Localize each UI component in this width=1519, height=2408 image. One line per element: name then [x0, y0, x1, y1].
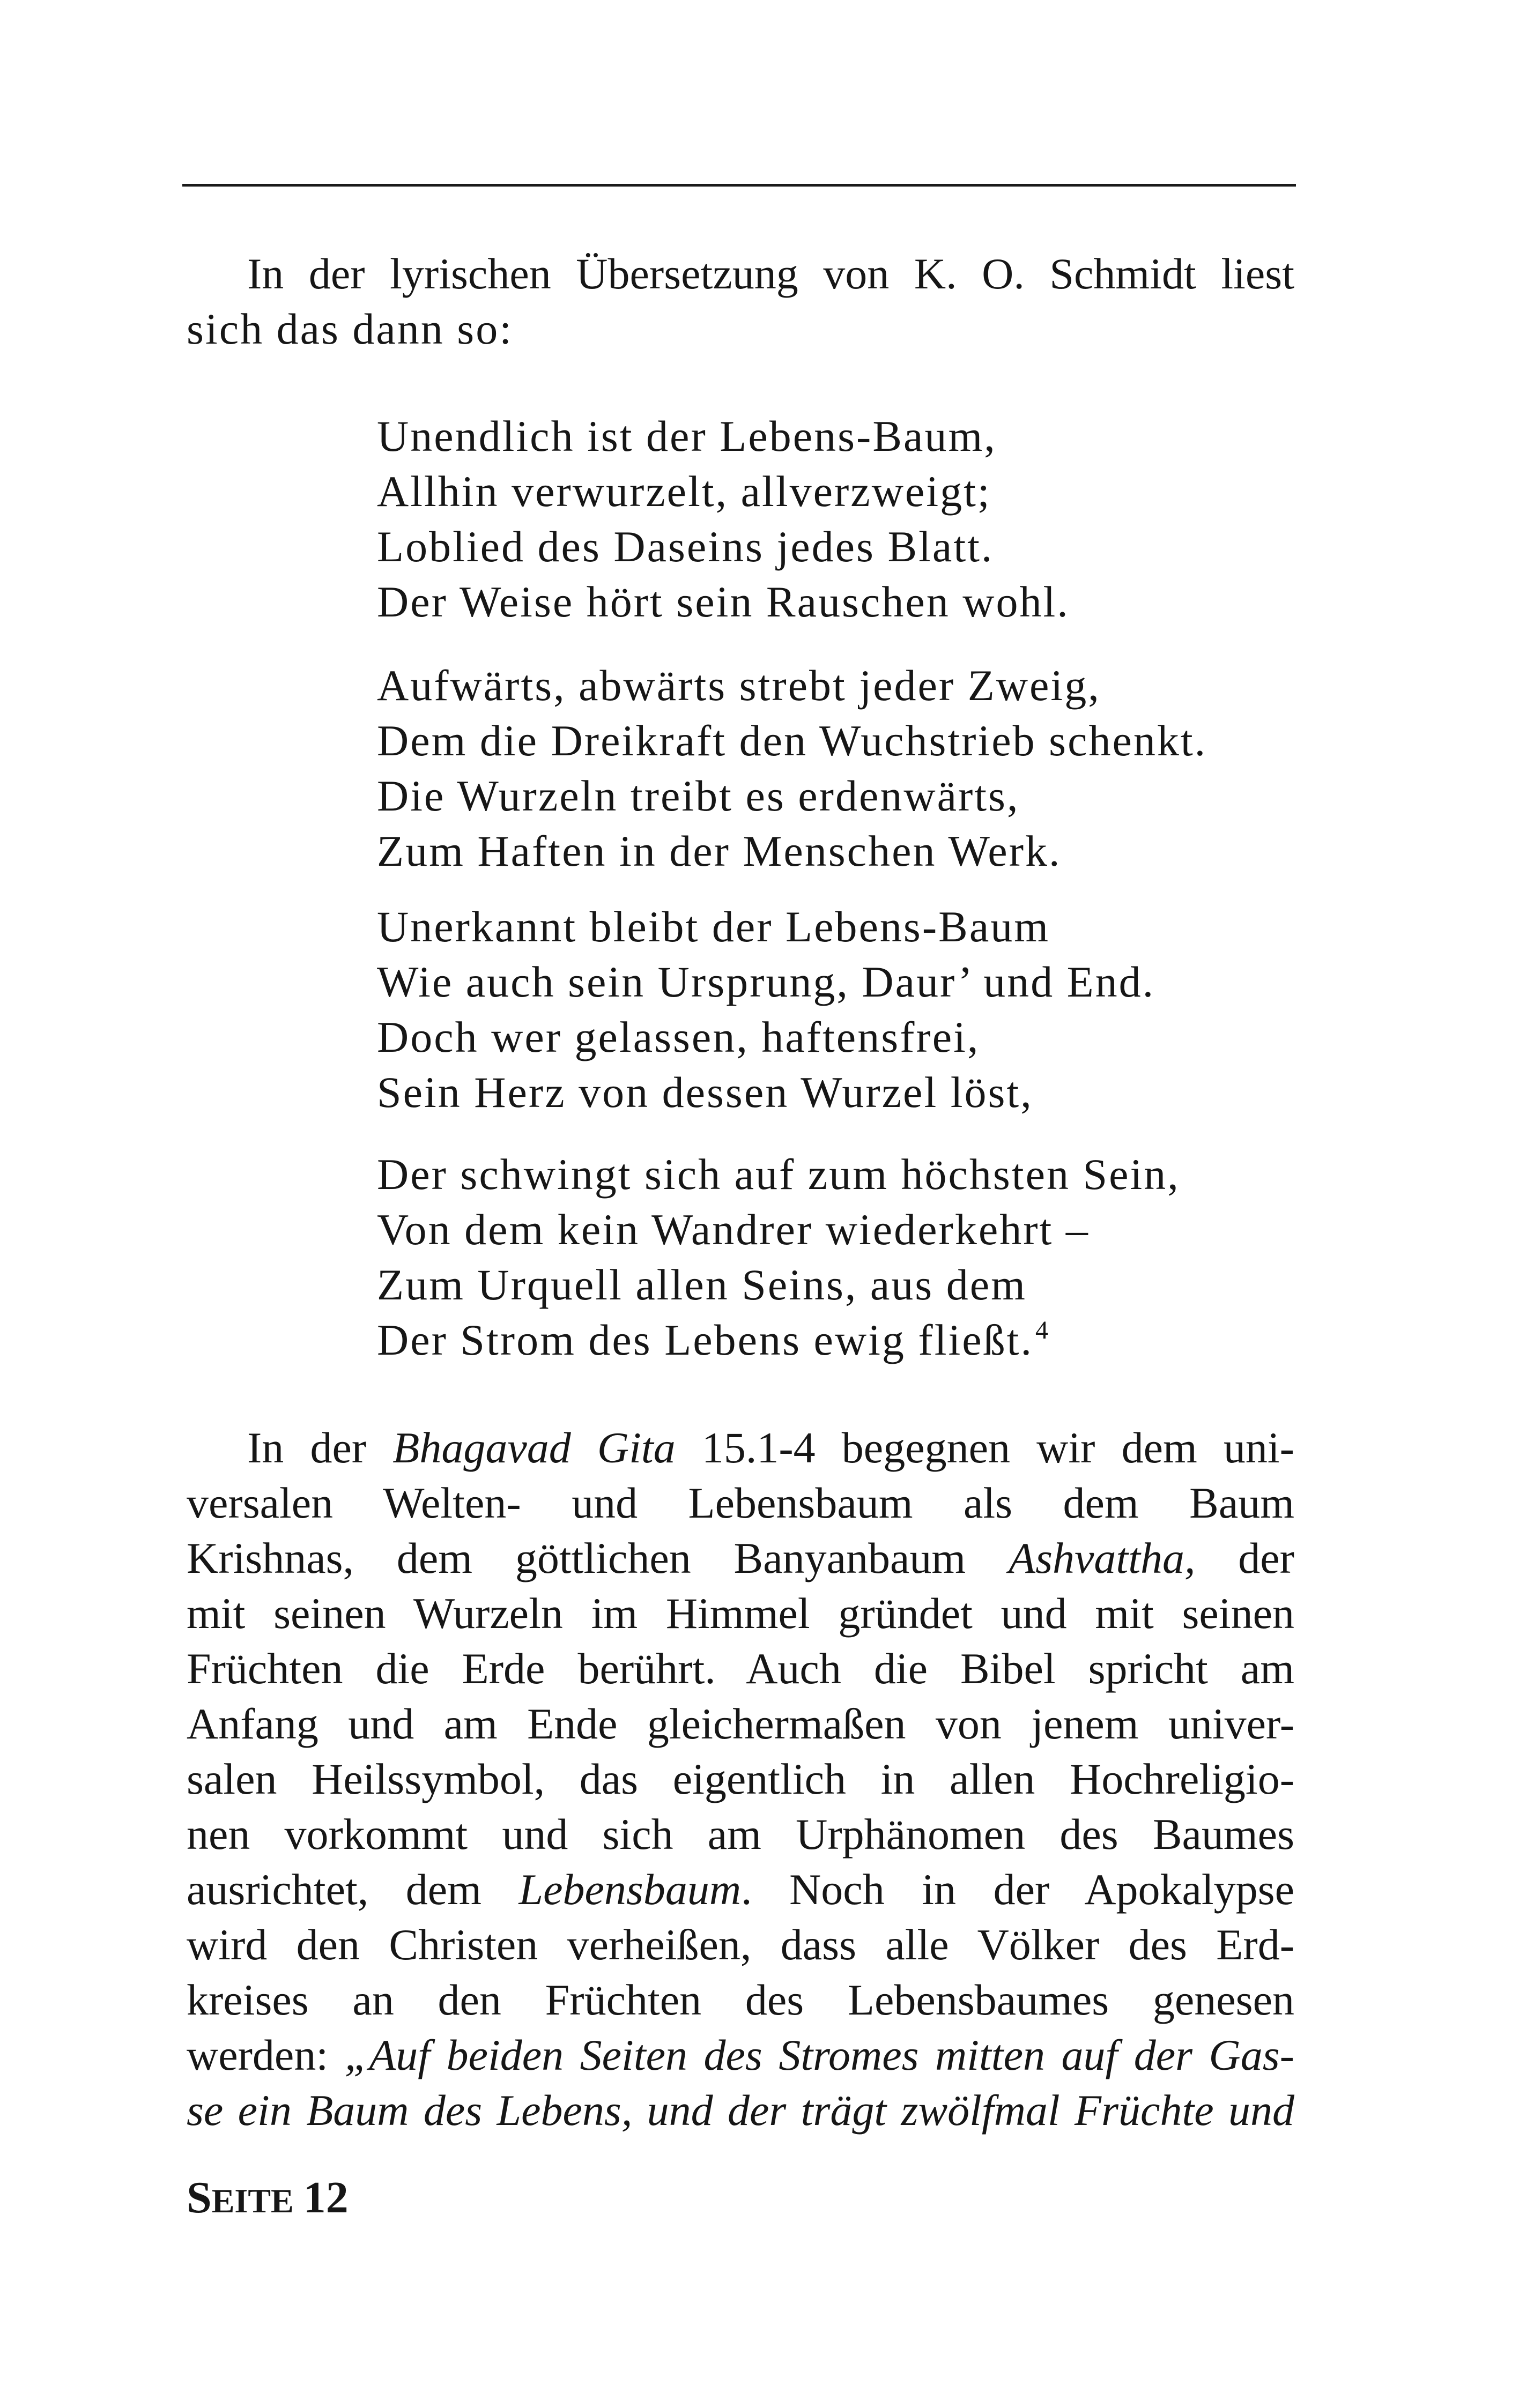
body-text: versalen Welten- und Lebensbaum als dem Baum [187, 1478, 1294, 1527]
poem-line [377, 954, 1288, 1009]
body-text: ausrichtet, dem [187, 1865, 519, 1914]
poem-line-text: Der Weise hört sein Rauschen wohl. [377, 577, 1070, 626]
poem-line-text: Allhin verwurzelt, allverzweigt; [377, 467, 991, 516]
body-line [187, 2083, 1294, 2138]
page-footer [187, 2170, 349, 2228]
intro-text: In der lyrischen Übersetzung von K. O. Schmidt liest [247, 249, 1294, 298]
body-paragraph [187, 1420, 1294, 2138]
emphasized-term-italic: Lebensbaum [518, 1865, 742, 1914]
body-text: . Noch in der Apokalypse [741, 1865, 1294, 1914]
bible-quote-italic: „Auf beiden Seiten des Stromes mitten auf der Gas- [344, 2031, 1294, 2079]
poem-line [377, 1147, 1288, 1202]
poem-line-text: Unendlich ist der Lebens-Baum, [377, 412, 997, 460]
body-line [187, 2027, 1294, 2083]
intro-line [187, 301, 1294, 356]
page-label: SEITE [187, 2173, 294, 2223]
body-line [187, 1972, 1294, 2027]
poem-line-text: Aufwärts, abwärts strebt jeder Zweig, [377, 661, 1101, 710]
bible-quote-italic: se ein Baum des Lebens, und der trägt zwölfmal Früchte und [187, 2086, 1294, 2135]
poem-line-text: Unerkannt bleibt der Lebens-Baum [377, 902, 1050, 951]
poem-stanza [377, 408, 1288, 629]
poem-line [377, 1257, 1288, 1312]
body-line [187, 1917, 1294, 1972]
poem-line [377, 713, 1288, 768]
poem-line [377, 1202, 1288, 1257]
poem-line-text: Zum Urquell allen Seins, aus dem [377, 1260, 1027, 1309]
poem-line [377, 1312, 1288, 1367]
poem-line-text: Der schwingt sich auf zum höchsten Sein, [377, 1150, 1180, 1199]
body-text: wird den Christen verheißen, dass alle Völker des Erd- [187, 1920, 1294, 1969]
poem-line [377, 1065, 1288, 1120]
poem-line [377, 464, 1288, 519]
body-line [187, 1696, 1294, 1751]
page-number: 12 [303, 2173, 349, 2223]
body-text: In der [247, 1423, 393, 1472]
body-line [187, 1475, 1294, 1530]
body-text: salen Heilssymbol, das eigentlich in allen Hochreligio- [187, 1755, 1294, 1803]
poem-stanza [377, 899, 1288, 1120]
poem-line-text: Von dem kein Wandrer wiederkehrt – [377, 1205, 1090, 1254]
body-line [187, 1807, 1294, 1862]
book-title-italic: Bhagavad Gita [392, 1423, 676, 1472]
poem-line [377, 519, 1288, 574]
body-text: Anfang und am Ende gleichermaßen von jenem univer- [187, 1699, 1294, 1748]
intro-text: sich das dann so: [187, 304, 513, 353]
poem-line-text: Doch wer gelassen, haftensfrei, [377, 1013, 980, 1061]
body-line [187, 1862, 1294, 1917]
poem-stanza [377, 1147, 1288, 1367]
body-text: mit seinen Wurzeln im Himmel gründet und mit seinen [187, 1589, 1294, 1638]
body-line [187, 1751, 1294, 1807]
poem-stanza [377, 658, 1288, 879]
body-text: 15.1-4 begegnen wir dem uni- [675, 1423, 1294, 1472]
footnote-marker: 4 [1035, 1316, 1048, 1344]
body-text: Krishnas, dem göttlichen Banyanbaum [187, 1534, 1009, 1582]
poem-line-text: Dem die Dreikraft den Wuchstrieb schenkt. [377, 716, 1207, 765]
sanskrit-term-italic: Ashvattha, [1009, 1534, 1196, 1582]
poem-line-text: Die Wurzeln treibt es erdenwärts, [377, 771, 1020, 820]
poem-line [377, 408, 1288, 464]
poem-line-text: Der Strom des Lebens ewig fließt. [377, 1316, 1033, 1364]
header-rule [182, 184, 1296, 187]
poem-line [377, 768, 1288, 823]
poem-line [377, 899, 1288, 954]
poem-line [377, 574, 1288, 629]
body-line [187, 1586, 1294, 1641]
intro-line [187, 246, 1294, 301]
poem-line-text: Loblied des Daseins jedes Blatt. [377, 522, 994, 571]
intro-paragraph [187, 246, 1294, 356]
body-text: der [1195, 1534, 1294, 1582]
body-line [187, 1530, 1294, 1586]
body-text: nen vorkommt und sich am Urphänomen des Baumes [187, 1810, 1294, 1859]
poem-line-text: Wie auch sein Ursprung, Daur’ und End. [377, 957, 1155, 1006]
poem-line-text: Zum Haften in der Menschen Werk. [377, 827, 1062, 875]
body-line [187, 1641, 1294, 1696]
poem-line [377, 658, 1288, 713]
body-line [187, 1420, 1294, 1475]
body-text: werden: [187, 2031, 345, 2079]
body-text: Früchten die Erde berührt. Auch die Bibel spricht am [187, 1644, 1294, 1693]
poem-line [377, 823, 1288, 879]
poem-line-text: Sein Herz von dessen Wurzel löst, [377, 1068, 1033, 1117]
body-text: kreises an den Früchten des Lebensbaumes genesen [187, 1975, 1294, 2024]
poem-line [377, 1009, 1288, 1065]
